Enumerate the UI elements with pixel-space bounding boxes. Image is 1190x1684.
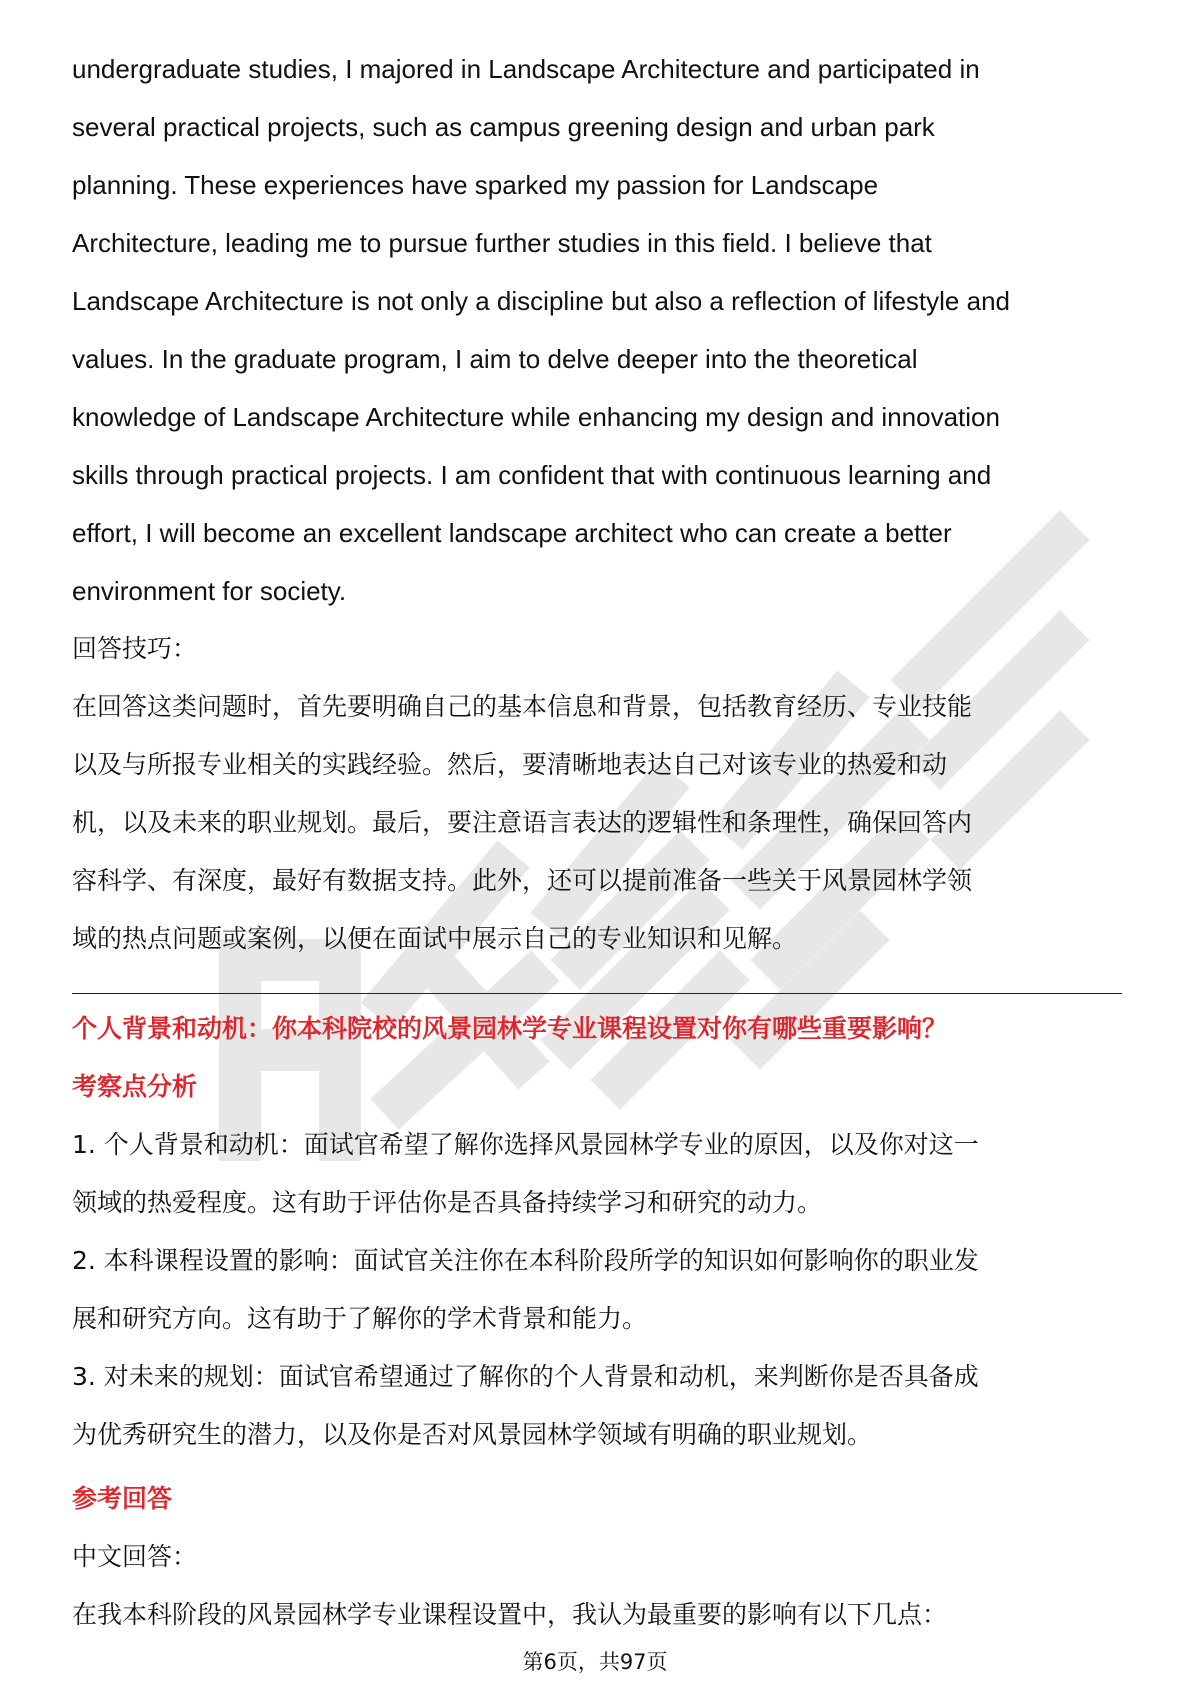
english-answer-line: skills through practical projects. I am confident that with continuous learning and [72, 460, 992, 490]
tips-line: 机，以及未来的职业规划。最后，要注意语言表达的逻辑性和条理性，确保回答内 [72, 808, 973, 837]
analysis-line: 2. 本科课程设置的影响：面试官关注你在本科阶段所学的知识如何影响你的职业发 [72, 1246, 979, 1275]
analysis-line: 为优秀研究生的潜力，以及你是否对风景园林学领域有明确的职业规划。 [72, 1420, 873, 1449]
page-content [72, 40, 1118, 968]
english-answer-line: knowledge of Landscape Architecture while enhancing my design and innovation [72, 402, 1000, 432]
english-answer-line: values. In the graduate program, I aim to delve deeper into the theoretical [72, 344, 918, 374]
section-divider [72, 993, 1122, 994]
english-answer-line: planning. These experiences have sparked my passion for Landscape [72, 170, 879, 200]
tips-line: 以及与所报专业相关的实践经验。然后，要清晰地表达自己对该专业的热爱和动 [72, 750, 948, 779]
english-answer-line: Landscape Architecture is not only a discipline but also a reflection of lifestyle and [72, 286, 1010, 316]
question-title: 个人背景和动机：你本科院校的风景园林学专业课程设置对你有哪些重要影响？ [72, 1014, 948, 1043]
question-section [72, 1000, 1118, 1644]
analysis-line: 展和研究方向。这有助于了解你的学术背景和能力。 [72, 1304, 648, 1333]
analysis-line: 领域的热爱程度。这有助于评估你是否具备持续学习和研究的动力。 [72, 1188, 823, 1217]
reference-heading: 参考回答 [72, 1484, 173, 1513]
english-answer-line: Architecture, leading me to pursue further studies in this field. I believe that [72, 228, 932, 258]
tips-paragraph [72, 678, 1118, 968]
page-footer: 第6页，共97页 [522, 1650, 668, 1674]
chinese-answer-label: 中文回答： [72, 1542, 198, 1571]
analysis-heading: 考察点分析 [72, 1072, 198, 1101]
analysis-line: 3. 对未来的规划：面试官希望通过了解你的个人背景和动机，来判断你是否具备成 [72, 1362, 979, 1391]
english-answer-line: undergraduate studies, I majored in Landscape Architecture and participated in [72, 54, 980, 84]
chinese-answer-first-line: 在我本科阶段的风景园林学专业课程设置中，我认为最重要的影响有以下几点： [72, 1600, 948, 1629]
tips-label: 回答技巧： [72, 634, 198, 663]
tips-line: 在回答这类问题时，首先要明确自己的基本信息和背景，包括教育经历、专业技能 [72, 692, 973, 721]
english-answer-line: effort, I will become an excellent landscape architect who can create a better [72, 518, 952, 548]
tips-line: 容科学、有深度，最好有数据支持。此外，还可以提前准备一些关于风景园林学领 [72, 866, 973, 895]
english-answer-paragraph [72, 40, 1118, 620]
tips-line: 域的热点问题或案例，以便在面试中展示自己的专业知识和见解。 [72, 924, 798, 953]
analysis-line: 1. 个人背景和动机：面试官希望了解你选择风景园林学专业的原因，以及你对这一 [72, 1130, 979, 1159]
english-answer-line: several practical projects, such as campus greening design and urban park [72, 112, 935, 142]
english-answer-line: environment for society. [72, 576, 347, 606]
analysis-list [72, 1116, 1118, 1464]
